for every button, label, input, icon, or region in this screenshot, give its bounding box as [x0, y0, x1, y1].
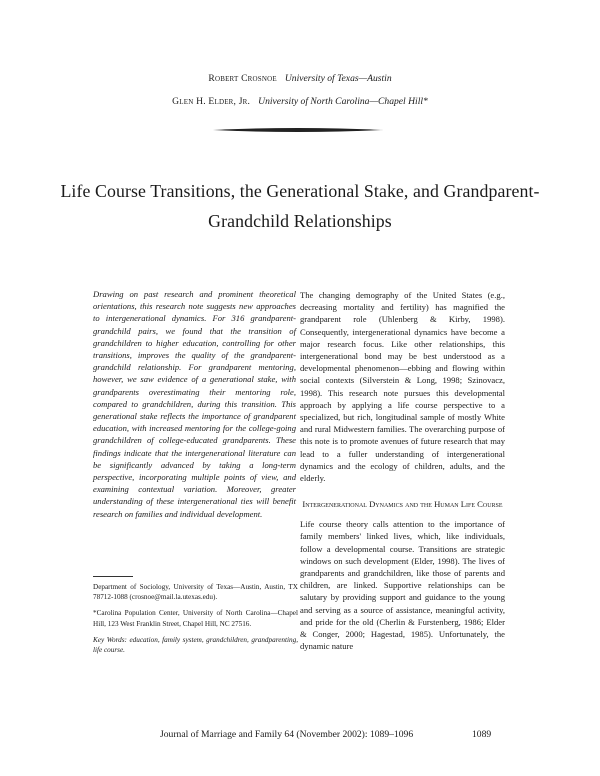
- author-line-2: [0, 95, 600, 109]
- abstract: Drawing on past research and prominent theoretical orientations, this research note suggests new approaches to intergenerational dynamics. For 316 grandparent-grandchild pairs, we found that the transition of grandchildren to higher education, controlling for other transitions, improves the quality of the grandparent-grandchild relationship. For grandparent mentoring, however, we saw evidence of a generational stake, with grandparents overestimating their mentoring role, compared to grandchildren, during this transition. This generational stake reflects the importance of grandparent education, with increased mentoring for the college-going grandchildren of college-educated grandparents. These findings indicate that the intergenerational literature can be significantly advanced by taking a long-term perspective, incorporating multiple points of view, and examining contextual variation. Moreover, greater understanding of these intergenerational ties will benefit research on families and individual development.: [93, 289, 296, 519]
- left-column: [93, 288, 296, 520]
- author-line-1: [0, 72, 600, 86]
- section-heading: Intergenerational Dynamics and the Human Life Course: [302, 499, 503, 510]
- author-affiliation: University of Texas—Austin: [284, 73, 392, 84]
- right-column: [300, 289, 505, 652]
- section-paragraph: Life course theory calls attention to the importance of family members' linked lives, which, like individuals, follow a developmental course. Transitions are strategic windows on such development (Elder, 1998). The lives of grandparents and grandchildren, like those of parents and children, are linked. Supportive relationships can be salutary by providing support and guidance to the young and serving as a source of assistance, meaningful activity, and pride for the old (Cherlin & Furstenberg, 1986; Elder & Conger, 2000; Hagestad, 1985). Unfortunately, the dynamic nature: [300, 519, 505, 652]
- author-name: Robert Crosnoe: [208, 73, 277, 84]
- footnote-divider: [93, 576, 133, 577]
- footnote-affiliation-2: *Carolina Population Center, University of North Carolina—Chapel Hill, 123 West Franklin Street, Chapel Hill, NC 27516.: [93, 609, 298, 628]
- journal-citation: Journal of Marriage and Family 64 (November 2002): 1089–1096: [160, 729, 414, 740]
- footnote-affiliation-1: Department of Sociology, University of Texas—Austin, Austin, TX 78712-1088 (crosnoe@mail.la.utexas.edu).: [93, 583, 298, 602]
- footnotes: [93, 576, 298, 661]
- page-number: 1089: [472, 729, 492, 740]
- paper-title: Life Course Transitions, the Generational Stake, and Grandparent-Grandchild Relationships: [60, 181, 540, 231]
- author-block: [0, 72, 600, 118]
- key-words: Key Words: education, family system, grandchildren, grandparenting, life course.: [93, 635, 298, 655]
- author-affiliation: University of North Carolina—Chapel Hill*: [258, 96, 428, 107]
- author-name: Glen H. Elder, Jr.: [172, 96, 251, 107]
- title-ornament: [213, 127, 383, 133]
- page-footer: [0, 729, 600, 743]
- intro-paragraph: The changing demography of the United States (e.g., decreasing mortality and fertility) has magnified the grandparent role (Uhlenberg & Kirby, 1998). Consequently, intergenerational dynamics have become a major research focus. Like other relationships, this intergenerational bond may be best understood as a developmental phenomenon—ebbing and flowing within social contexts (Silverstein & Long, 1998; Szinovacz, 1998). This research note pursues this developmental approach by applying a life course perspective to a specialized, but rich, longitudinal sample of mostly White and rural Midwestern families. The overarching purpose of this note is to promote avenues of future research that may lead to a fuller understanding of intergenerational dynamics and the ecology of children, adults, and the elderly.: [300, 290, 505, 484]
